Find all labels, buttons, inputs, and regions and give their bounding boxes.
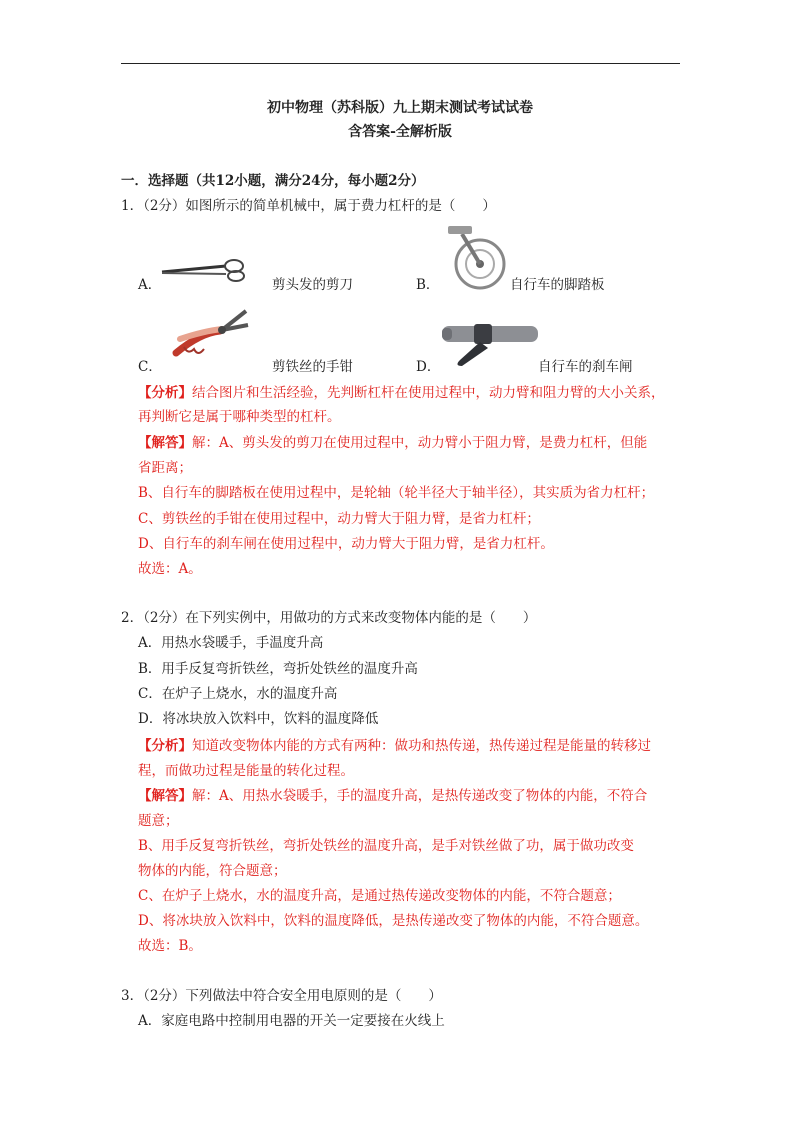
q2-stem: 2．（2分）在下列实例中，用做功的方式来改变物体内能的是（ ）: [121, 610, 537, 626]
q2-answer-line: 物体的内能，符合题意；: [138, 863, 287, 879]
bicycle-pedal-icon: [442, 222, 510, 292]
q1-option-a-letter: A．: [138, 277, 162, 293]
q2-answer-line: D、将冰块放入饮料中，饮料的温度降低，是热传递改变了物体的内能，不符合题意。: [138, 913, 649, 929]
q2-analysis: [138, 736, 651, 756]
q2-answer-line: C、在炉子上烧水，水的温度升高，是通过热传递改变物体的内能，不符合题意；: [138, 888, 621, 904]
document-subtitle: 含答案-全解析版: [348, 124, 452, 140]
q1-option-c-letter: C．: [138, 359, 162, 375]
q3-option: A．家庭电路中控制用电器的开关一定要接在火线上: [138, 1013, 445, 1029]
q2-option: A．用热水袋暖手，手温度升高: [138, 635, 324, 651]
q3-stem: 3．（2分）下列做法中符合安全用电原则的是（ ）: [121, 988, 442, 1004]
q1-conclusion: 故选：A。: [138, 561, 202, 577]
answer-text: 解：A、剪头发的剪刀在使用过程中，动力臂小于阻力臂，是费力杠杆，但能: [192, 435, 648, 451]
q2-conclusion: 故选：B。: [138, 938, 202, 954]
q2-answer: [138, 786, 647, 806]
header-rule: [121, 63, 680, 64]
q1-analysis: [138, 383, 665, 403]
analysis-tag: 【分析】: [138, 385, 192, 401]
q1-option-c-text: 剪铁丝的手钳: [272, 359, 353, 375]
q2-analysis-line2: 程，而做功过程是能量的转化过程。: [138, 763, 354, 779]
q1-answer-line: C、剪铁丝的手钳在使用过程中，动力臂大于阻力臂，是省力杠杆；: [138, 511, 540, 527]
q2-answer-line: B、用手反复弯折铁丝，弯折处铁丝的温度升高，是手对铁丝做了功，属于做功改变: [138, 838, 634, 854]
answer-tag: 【解答】: [138, 788, 192, 804]
analysis-tag: 【分析】: [138, 738, 192, 754]
q1-analysis-line2: 再判断它是属于哪种类型的杠杆。: [138, 409, 341, 425]
section-heading: 一．选择题（共12小题，满分24分，每小题2分）: [121, 173, 425, 189]
q1-option-d-text: 自行车的刹车闸: [538, 359, 633, 375]
q1-option-d-letter: D．: [416, 359, 441, 375]
q2-option: C．在炉子上烧水，水的温度升高: [138, 686, 338, 702]
q2-answer-line: 题意；: [138, 813, 179, 829]
q1-option-b-letter: B．: [416, 277, 440, 293]
q1-answer-line: D、自行车的刹车闸在使用过程中，动力臂大于阻力臂，是省力杠杆。: [138, 536, 554, 552]
analysis-text: 知道改变物体内能的方式有两种：做功和热传递，热传递过程是能量的转移过: [192, 738, 651, 754]
pliers-icon: [170, 303, 255, 365]
q2-option: B．用手反复弯折铁丝，弯折处铁丝的温度升高: [138, 661, 418, 677]
q1-stem: 1．（2分）如图所示的简单机械中，属于费力杠杆的是（ ）: [121, 198, 496, 214]
q2-option: D．将冰块放入饮料中，饮料的温度降低: [138, 711, 379, 727]
q1-option-b-text: 自行车的脚踏板: [510, 277, 605, 293]
brake-lever-icon: [440, 320, 540, 370]
analysis-text: 结合图片和生活经验，先判断杠杆在使用过程中，动力臂和阻力臂的大小关系，: [192, 385, 665, 401]
answer-text: 解：A、用热水袋暖手，手的温度升高，是热传递改变了物体的内能，不符合: [192, 788, 648, 804]
q1-answer: [138, 433, 647, 453]
answer-tag: 【解答】: [138, 435, 192, 451]
q1-answer-line: B、自行车的脚踏板在使用过程中，是轮轴（轮半径大于轴半径），其实质为省力杠杆；: [138, 485, 655, 501]
q1-option-a-text: 剪头发的剪刀: [272, 277, 353, 293]
scissors-icon: [160, 258, 250, 284]
q1-answer-line: 省距离；: [138, 460, 192, 476]
document-title: 初中物理（苏科版）九上期末测试考试试卷: [267, 100, 533, 116]
